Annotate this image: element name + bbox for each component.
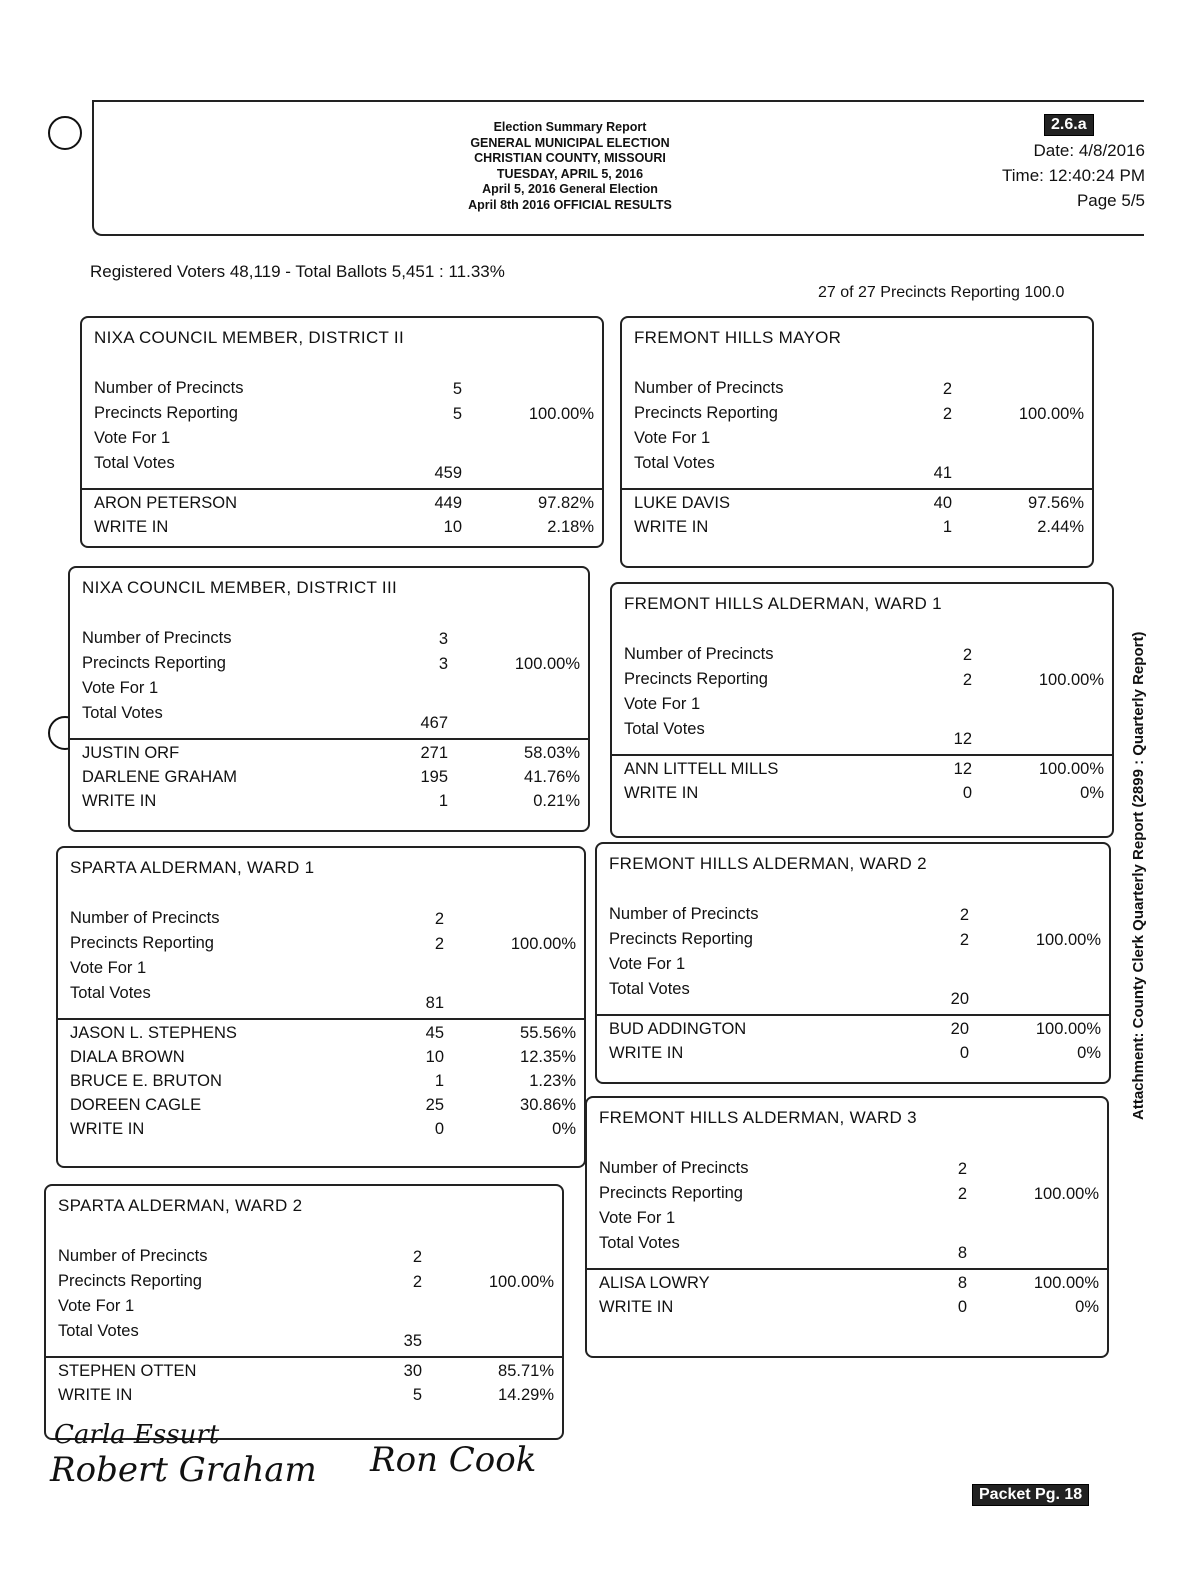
precinct-count: 2 — [962, 646, 972, 664]
precincts-reporting-pct: 100.00% — [488, 1273, 554, 1291]
total-votes: 41 — [933, 464, 952, 482]
candidate-votes: 30 — [403, 1362, 422, 1380]
packet-page-badge: Packet Pg. 18 — [972, 1484, 1089, 1506]
total-votes: 459 — [434, 464, 462, 482]
stat-label: Precincts Reporting — [82, 654, 226, 672]
header-line: April 8th 2016 OFFICIAL RESULTS — [468, 197, 672, 212]
candidate-votes: 0 — [959, 1044, 969, 1062]
candidate-name: LUKE DAVIS — [634, 494, 730, 512]
precinct-count: 2 — [942, 380, 952, 398]
precincts-reporting-pct: 100.00% — [1018, 405, 1084, 423]
candidate-votes: 1 — [438, 792, 448, 810]
race-box — [595, 842, 1111, 1084]
stat-label: Vote For 1 — [624, 695, 701, 713]
race-title: SPARTA ALDERMAN, WARD 2 — [58, 1196, 303, 1215]
header-line: TUESDAY, APRIL 5, 2016 — [496, 166, 644, 181]
stat-label: Precincts Reporting — [58, 1272, 202, 1290]
race-stat-labels — [94, 376, 243, 476]
precincts-reporting-pct: 100.00% — [1035, 931, 1101, 949]
candidate-name: ALISA LOWRY — [599, 1274, 710, 1292]
signature-1: Carla Essurt — [54, 1420, 220, 1450]
precinct-count: 5 — [452, 380, 462, 398]
race-box — [56, 846, 586, 1168]
race-title: SPARTA ALDERMAN, WARD 1 — [70, 858, 315, 877]
precincts-reporting-pct: 100.00% — [514, 655, 580, 673]
precincts-reporting-count: 2 — [434, 935, 444, 953]
candidate-pct: 100.00% — [1033, 1274, 1099, 1292]
precincts-reporting-pct: 100.00% — [528, 405, 594, 423]
precincts-reporting-count: 5 — [452, 405, 462, 423]
race-stat-labels — [82, 626, 231, 726]
punch-hole — [48, 116, 82, 150]
total-votes: 81 — [425, 994, 444, 1012]
race-box — [610, 582, 1114, 838]
race-divider — [82, 488, 602, 490]
candidate-pct: 58.03% — [524, 744, 580, 762]
race-title: NIXA COUNCIL MEMBER, DISTRICT III — [82, 578, 397, 597]
stat-label: Precincts Reporting — [599, 1184, 743, 1202]
race-divider — [612, 754, 1112, 756]
attachment-side-label: Attachment: County Clerk Quarterly Report (2899 : Quarterly Report) — [1130, 631, 1147, 1120]
race-box — [68, 566, 590, 832]
header-line: CHRISTIAN COUNTY, MISSOURI — [474, 151, 666, 165]
candidate-name: WRITE IN — [94, 518, 169, 536]
header-line: Election Summary Report — [493, 120, 647, 134]
stat-label: Total Votes — [624, 720, 705, 738]
candidate-name: BUD ADDINGTON — [609, 1020, 747, 1038]
total-votes: 12 — [953, 730, 972, 748]
candidate-votes: 8 — [957, 1274, 967, 1292]
candidate-votes: 40 — [933, 494, 952, 512]
precincts-reporting-pct: 100.00% — [510, 935, 576, 953]
stat-label: Total Votes — [609, 980, 690, 998]
total-votes: 8 — [957, 1244, 967, 1262]
race-stat-labels — [70, 906, 219, 1006]
report-date: Date: 4/8/2016 — [1033, 141, 1145, 160]
candidate-votes: 45 — [425, 1024, 444, 1042]
stat-label: Vote For 1 — [94, 429, 171, 447]
candidate-votes: 10 — [425, 1048, 444, 1066]
race-box — [620, 316, 1094, 568]
candidate-pct: 0% — [1077, 1044, 1101, 1062]
race-box — [80, 316, 604, 548]
precincts-reporting-count: 2 — [959, 931, 969, 949]
candidate-name: DIALA BROWN — [70, 1048, 185, 1066]
stat-label: Total Votes — [58, 1322, 139, 1340]
stat-label: Number of Precincts — [634, 379, 784, 397]
candidate-name: ARON PETERSON — [94, 494, 238, 512]
candidate-pct: 0% — [1080, 784, 1104, 802]
candidate-name: BRUCE E. BRUTON — [70, 1072, 222, 1090]
stat-label: Precincts Reporting — [634, 404, 778, 422]
header-line: GENERAL MUNICIPAL ELECTION — [470, 135, 670, 150]
candidate-pct: 97.82% — [538, 494, 594, 512]
stat-label: Vote For 1 — [634, 429, 711, 447]
stat-label: Number of Precincts — [70, 909, 220, 927]
candidate-name: WRITE IN — [599, 1298, 674, 1316]
candidate-votes: 5 — [412, 1386, 422, 1404]
precincts-reporting-count: 2 — [942, 405, 952, 423]
race-divider — [46, 1356, 562, 1358]
precinct-count: 3 — [438, 630, 448, 648]
precincts-reporting-count: 2 — [962, 671, 972, 689]
precincts-reporting-count: 3 — [438, 655, 448, 673]
stat-label: Number of Precincts — [82, 629, 232, 647]
race-box — [44, 1184, 564, 1440]
candidate-votes: 12 — [953, 760, 972, 778]
candidate-name: ANN LITTELL MILLS — [624, 760, 779, 778]
candidate-pct: 100.00% — [1038, 760, 1104, 778]
stat-label: Number of Precincts — [94, 379, 244, 397]
header-line: April 5, 2016 General Election — [482, 182, 658, 196]
candidate-votes: 271 — [420, 744, 448, 762]
candidate-pct: 97.56% — [1028, 494, 1084, 512]
race-stat-labels — [599, 1156, 748, 1256]
candidate-pct: 0% — [552, 1120, 576, 1138]
candidate-pct: 0.21% — [533, 792, 580, 810]
stat-label: Precincts Reporting — [94, 404, 238, 422]
candidate-pct: 30.86% — [520, 1096, 576, 1114]
stat-label: Precincts Reporting — [624, 670, 768, 688]
race-stat-labels — [609, 902, 758, 1002]
signature-2: Robert Graham — [50, 1450, 317, 1490]
candidate-votes: 449 — [434, 494, 462, 512]
stat-label: Vote For 1 — [70, 959, 147, 977]
race-stat-labels — [634, 376, 783, 476]
stat-label: Total Votes — [599, 1234, 680, 1252]
candidate-votes: 0 — [434, 1120, 444, 1138]
report-page: Page 5/5 — [1076, 191, 1145, 210]
stat-label: Number of Precincts — [599, 1159, 749, 1177]
precinct-count: 2 — [412, 1248, 422, 1266]
candidate-name: STEPHEN OTTEN — [58, 1362, 197, 1380]
stat-label: Precincts Reporting — [70, 934, 214, 952]
race-title: NIXA COUNCIL MEMBER, DISTRICT II — [94, 328, 404, 347]
stat-label: Total Votes — [634, 454, 715, 472]
report-meta — [960, 138, 1145, 213]
precincts-reporting-summary: 27 of 27 Precincts Reporting 100.0 — [818, 284, 1065, 301]
candidate-pct: 1.23% — [529, 1072, 576, 1090]
race-title: FREMONT HILLS ALDERMAN, WARD 1 — [624, 594, 942, 613]
race-divider — [587, 1268, 1107, 1270]
candidate-votes: 20 — [950, 1020, 969, 1038]
candidate-name: WRITE IN — [58, 1386, 133, 1404]
candidate-name: DOREEN CAGLE — [70, 1096, 202, 1114]
candidate-votes: 25 — [425, 1096, 444, 1114]
candidate-votes: 1 — [942, 518, 952, 536]
stat-label: Vote For 1 — [82, 679, 159, 697]
candidate-pct: 55.56% — [520, 1024, 576, 1042]
race-divider — [70, 738, 588, 740]
race-title: FREMONT HILLS MAYOR — [634, 328, 842, 347]
race-title: FREMONT HILLS ALDERMAN, WARD 2 — [609, 854, 927, 873]
registered-voters-summary: Registered Voters 48,119 - Total Ballots 5,451 : 11.33% — [90, 262, 505, 281]
candidate-pct: 41.76% — [524, 768, 580, 786]
candidate-votes: 10 — [443, 518, 462, 536]
stat-label: Total Votes — [82, 704, 163, 722]
stat-label: Vote For 1 — [58, 1297, 135, 1315]
stat-label: Number of Precincts — [58, 1247, 208, 1265]
report-header-title — [360, 120, 780, 213]
candidate-votes: 195 — [420, 768, 448, 786]
candidate-pct: 12.35% — [520, 1048, 576, 1066]
candidate-pct: 2.44% — [1037, 518, 1084, 536]
precincts-reporting-count: 2 — [412, 1273, 422, 1291]
race-stat-labels — [624, 642, 773, 742]
candidate-name: WRITE IN — [624, 784, 699, 802]
race-divider — [622, 488, 1092, 490]
race-stat-labels — [58, 1244, 207, 1344]
precincts-reporting-pct: 100.00% — [1033, 1185, 1099, 1203]
stat-label: Vote For 1 — [609, 955, 686, 973]
precincts-reporting-count: 2 — [957, 1185, 967, 1203]
precinct-count: 2 — [434, 910, 444, 928]
race-box — [585, 1096, 1109, 1358]
candidate-pct: 14.29% — [498, 1386, 554, 1404]
candidate-name: DARLENE GRAHAM — [82, 768, 237, 786]
candidate-name: JUSTIN ORF — [82, 744, 180, 762]
stat-label: Vote For 1 — [599, 1209, 676, 1227]
candidate-pct: 2.18% — [547, 518, 594, 536]
candidate-votes: 0 — [962, 784, 972, 802]
total-votes: 35 — [403, 1332, 422, 1350]
candidate-name: JASON L. STEPHENS — [70, 1024, 237, 1042]
report-time: Time: 12:40:24 PM — [1002, 166, 1145, 185]
stat-label: Total Votes — [70, 984, 151, 1002]
race-divider — [58, 1018, 584, 1020]
total-votes: 20 — [950, 990, 969, 1008]
stat-label: Number of Precincts — [609, 905, 759, 923]
precinct-count: 2 — [957, 1160, 967, 1178]
stat-label: Precincts Reporting — [609, 930, 753, 948]
stat-label: Number of Precincts — [624, 645, 774, 663]
precinct-count: 2 — [959, 906, 969, 924]
race-title: FREMONT HILLS ALDERMAN, WARD 3 — [599, 1108, 917, 1127]
candidate-votes: 1 — [434, 1072, 444, 1090]
signature-3: Ron Cook — [370, 1440, 537, 1480]
attachment-tag: 2.6.a — [1044, 114, 1094, 136]
total-votes: 467 — [420, 714, 448, 732]
stat-label: Total Votes — [94, 454, 175, 472]
candidate-pct: 85.71% — [498, 1362, 554, 1380]
candidate-votes: 0 — [957, 1298, 967, 1316]
race-divider — [597, 1014, 1109, 1016]
candidate-pct: 100.00% — [1035, 1020, 1101, 1038]
candidate-name: WRITE IN — [634, 518, 709, 536]
candidate-name: WRITE IN — [70, 1120, 145, 1138]
candidate-name: WRITE IN — [609, 1044, 684, 1062]
candidate-pct: 0% — [1075, 1298, 1099, 1316]
candidate-name: WRITE IN — [82, 792, 157, 810]
precincts-reporting-pct: 100.00% — [1038, 671, 1104, 689]
